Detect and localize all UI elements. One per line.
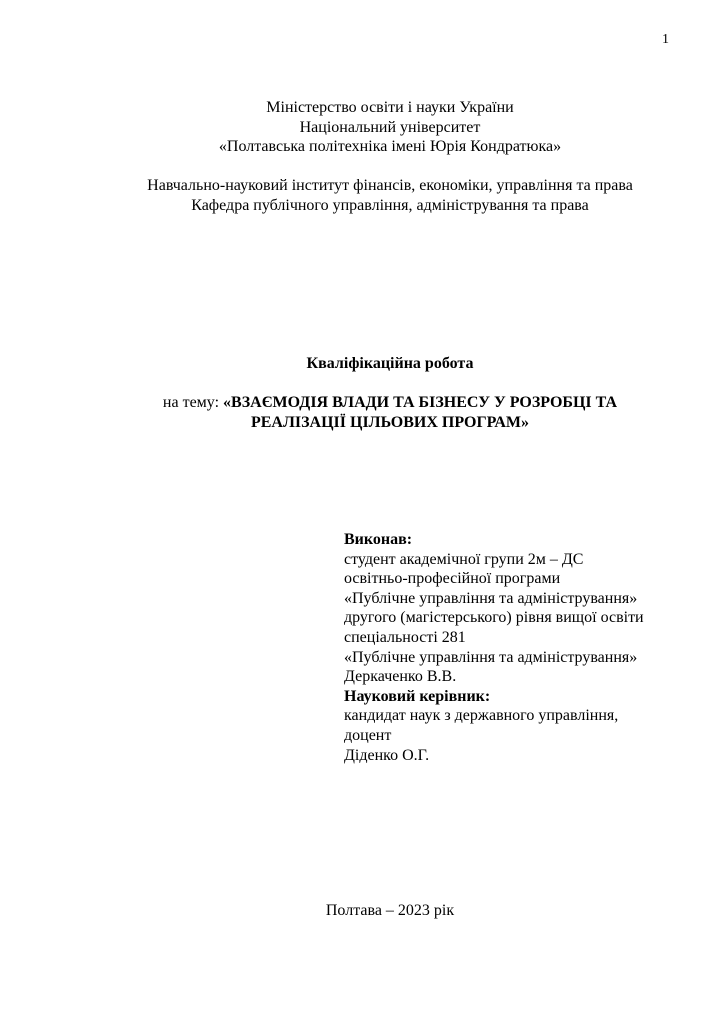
- header-line: «Полтавська політехніка імені Юрія Кондратюка»: [218, 138, 562, 156]
- ministry-header: [90, 98, 690, 157]
- topic-prefix: на тему:: [162, 394, 224, 411]
- department-name: Кафедра публічного управління, адміністрування та права: [191, 196, 589, 214]
- author-line: «Публічне управління та адміністрування»: [344, 648, 638, 666]
- author-line: «Публічне управління та адміністрування»: [344, 589, 638, 607]
- performed-label: Виконав:: [344, 531, 413, 548]
- work-type: Кваліфікаційна робота: [306, 355, 474, 372]
- institute-header: [90, 176, 690, 215]
- page-number: 1: [662, 32, 669, 47]
- author-name: Деркаченко В.В.: [344, 668, 457, 686]
- supervisor-name: Діденко О.Г.: [344, 746, 430, 764]
- author-block: [344, 530, 644, 765]
- work-topic: [90, 393, 690, 432]
- author-line: освітньо-професійної програми: [344, 570, 561, 588]
- author-line: студент академічної групи 2м – ДС: [344, 550, 584, 568]
- author-line: спеціальності 281: [344, 628, 466, 646]
- header-line: Національний університет: [299, 118, 481, 136]
- city-year: Полтава – 2023 рік: [325, 902, 455, 919]
- header-line: Міністерство освіти і науки України: [266, 99, 514, 116]
- topic-line: РЕАЛІЗАЦІЇ ЦІЛЬОВИХ ПРОГРАМ»: [250, 413, 530, 431]
- author-line: другого (магістерського) рівня вищої освіти: [344, 609, 644, 627]
- topic-line: «ВЗАЄМОДІЯ ВЛАДИ ТА БІЗНЕСУ У РОЗРОБЦІ ТА: [223, 394, 618, 411]
- institute-name: Навчально-науковий інститут фінансів, економіки, управління та права: [147, 177, 633, 194]
- supervisor-line: кандидат наук з державного управління,: [344, 707, 619, 725]
- supervisor-label: Науковий керівник:: [344, 687, 491, 705]
- supervisor-line: доцент: [344, 726, 392, 744]
